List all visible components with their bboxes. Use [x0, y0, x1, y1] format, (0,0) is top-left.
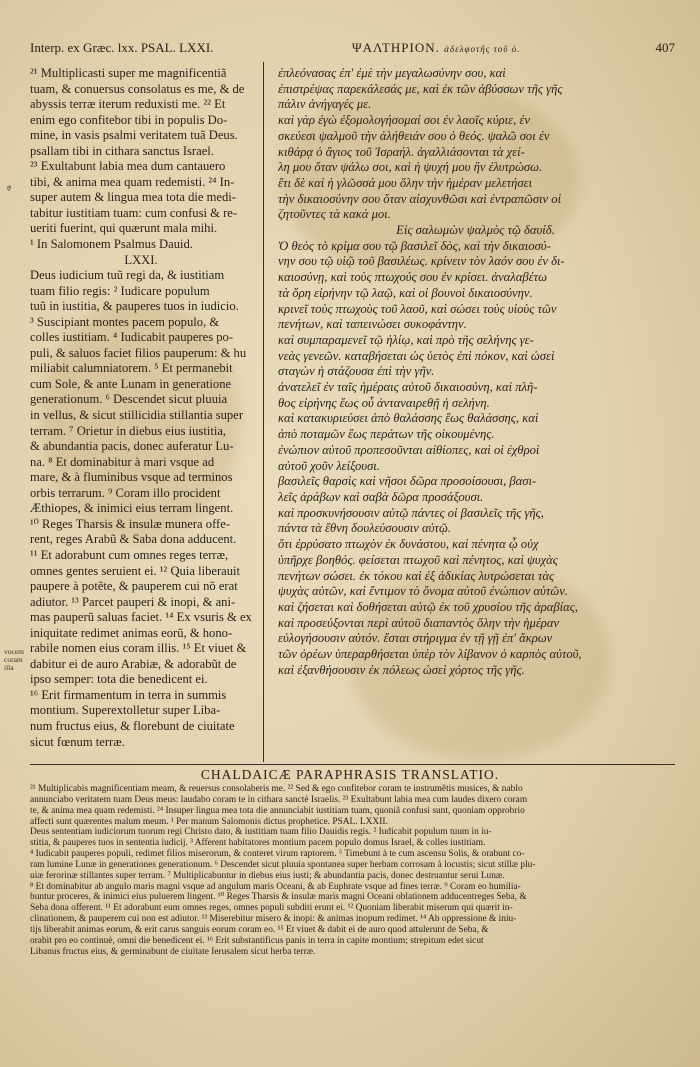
latin-line: na. ⁸ Et dominabitur à mari vsque ad: [30, 454, 215, 469]
latin-line: omnes gentes seruient ei. ¹² Quia liberauit: [30, 563, 241, 578]
latin-line: terram. ⁷ Orietur in diebus eius iustitia,: [30, 423, 227, 438]
latin-line: miliabit calumniatorem. ⁵ Et permanebit: [30, 361, 233, 376]
running-header: [30, 40, 675, 60]
greek-line: ἀνατελεῖ ἐν ταῖς ἡμέραις αὐτοῦ δικαιοσύνη, καὶ πλῆ-: [278, 380, 538, 395]
latin-line: sicut fœnum terræ.: [30, 734, 125, 749]
chaldaic-line: affecti sunt quærentes malum meum. ¹ Per manum Salomonis dictus prophetice. PSAL. LXXII.: [30, 816, 388, 827]
chaldaic-title: CHALDAICÆ PARAPHRASIS TRANSLATIO.: [200, 767, 500, 782]
latin-line: colles iustitiam. ⁴ Iudicabit pauperes po-: [30, 330, 234, 345]
greek-line: ζητοῦντες τὰ κακά μοι.: [278, 207, 391, 222]
latin-line: super autem & lingua mea tota die medi-: [30, 190, 236, 205]
latin-line: tuam filio regis: ² Iudicare populum: [30, 283, 210, 298]
chaldaic-line: clinationem, & pauperem cui non est adiutor. ¹³ Miserebitur misero & inopi: & animas inopum redimet. ¹⁴ Ab oppressione & iniu-: [30, 914, 517, 925]
latin-line: tibi, & anima mea quam redemisti. ²⁴ In-: [30, 174, 235, 189]
chaldaic-line: ⁴ Iudicabit pauperes populi, redimet filios miserorum, & conteret virum raptorem. ⁵ Timebunt à te cum ascensu Solis, & orabunt co-: [30, 849, 525, 860]
greek-line: καὶ προσεύξονται περὶ αὐτοῦ διαπαντὸς ὅλην τὴν ἡμέραν: [278, 615, 560, 630]
header-center-title: ΨΑΛΤΗΡΙΟΝ.: [352, 40, 440, 55]
chaldaic-translation: [30, 784, 673, 958]
latin-line: dabitur ei de auro Arabiæ, & adorabũt de: [30, 656, 237, 671]
chaldaic-line: ²¹ Multiplicabis magnificentiam meam, & reuersus consolaberis me. ²² Sed & ego confitebor coram te instrumẽtis musices, & nablo: [30, 784, 523, 794]
latin-line: ueriti fuerint, qui quærunt mala mihi.: [30, 221, 218, 236]
greek-line: πενήτων, καὶ ταπεινώσει συκοφάντην.: [278, 317, 467, 332]
chaldaic-line: Libanus fructus eius, & germinabunt de ciuitate Ierusalem sicut herba terræ.: [30, 946, 316, 957]
latin-line: Æthiopes, & inimici eius terram lingent.: [30, 501, 234, 516]
greek-line: καὶ κατακυριεύσει ἀπὸ θαλάσσης ἕως θαλάσσης, καὶ: [278, 411, 539, 426]
latin-line: puli, & saluos faciet filios pauperum: & hu: [30, 345, 247, 360]
latin-line: abyssis terræ iterum reduxisti me. ²² Et: [30, 97, 226, 112]
chaldaic-line: tijs liberabit animas eorum, & erit carus sanguis eorum coram eo. ¹⁵ Et viuet & dabit ei de auro quod attulerunt de Seba, &: [30, 924, 489, 935]
greek-line: καιοσύνῃ, καὶ τοὺς πτωχούς σου ἐν κρίσει. ἀναλαβέτω: [278, 270, 547, 285]
column-divider: [263, 62, 264, 762]
margin-note-left-1: ࡐ: [6, 181, 12, 190]
chaldaic-line: annunciabo veritatem tuam Deus meus: laudabo coram te in cithara sanctè Israelis. ²³ Exultabunt labia mea cum laudes dixero coram: [30, 794, 528, 805]
greek-line: θος εἰρήνης ἕως οὗ ἀνταναιρεθῇ ἡ σελήνη.: [278, 395, 490, 410]
greek-line: ὅτι ἐρρύσατο πτωχὸν ἐκ δυνάστου, καὶ πένητα ᾧ οὐχ: [278, 537, 539, 552]
latin-line: ²¹ Multiplicasti super me magnificentiã: [30, 66, 227, 80]
latin-line: mas pauperũ saluas faciet. ¹⁴ Ex vsuris & ex: [30, 610, 252, 625]
latin-line: ³ Suscipiant montes pacem populo, &: [30, 314, 220, 329]
chaldaic-line: Deus sententiam iudiciorum tuorum regi Christo dato, & iustitiam tuam filio Dauidis regis. ² Iudicabit populum tuum in iu-: [30, 827, 492, 838]
greek-line: βασιλεῖς θαρσὶς καὶ νῆσοι δῶρα προσοίσουσι, βασι-: [278, 474, 537, 489]
greek-line: κιθάρᾳ ὁ ἅγιος τοῦ Ἰσραήλ. ἀγαλλιάσονται τὰ χεί-: [278, 144, 525, 159]
latin-line: generationum. ⁶ Descendet sicut pluuia: [30, 392, 228, 407]
latin-line: rabile nomen eius coram illis. ¹⁵ Et viuet &: [30, 641, 247, 656]
latin-line: enim ego confitebor tibi in populis Do-: [30, 112, 228, 127]
greek-line: λη μου ὅταν ψάλω σοι, καὶ ἡ ψυχή μου ἣν ἐλυτρώσω.: [278, 160, 543, 175]
latin-line: ¹ In Salomonem Psalmus Dauid.: [30, 237, 193, 252]
latin-line: ¹¹ Et adorabunt cum omnes reges terræ,: [30, 547, 229, 562]
greek-line: καὶ ἐξανθήσουσιν ἐκ πόλεως ὡσεὶ χόρτος τῆς γῆς.: [278, 662, 525, 677]
greek-line: καὶ προσκυνήσουσιν αὐτῷ πάντες οἱ βασιλεῖς τῆς γῆς,: [278, 505, 544, 520]
latin-line: in vellus, & sicut stillicidia stillantia super: [30, 408, 244, 423]
greek-line: νην σου τῷ υἱῷ τοῦ βασιλέως. κρίνειν τὸν λαόν σου ἐν δι-: [278, 254, 565, 269]
latin-line: montium. Superextolletur super Liba-: [30, 703, 221, 718]
greek-line: εὐλογήσουσιν αὐτόν. ἔσται στήριγμα ἐν τῇ γῇ ἐπ' ἄκρων: [278, 631, 553, 646]
header-left: Interp. ex Græc. lxx. PSAL. LXXI.: [30, 40, 214, 55]
latin-line: iniquitate redimet animas eorũ, & hono-: [30, 625, 233, 640]
chaldaic-line: orabit pro eo continuè, omni die benedicent ei. ¹⁶ Erit substantificus panis in terra in capite montium; strepitum edet sicut: [30, 935, 484, 946]
header-center: [352, 40, 520, 56]
latin-line: cum Sole, & ante Lunam in generatione: [30, 376, 232, 391]
latin-line: mine, in vasis psalmi veritatem tuã Deus.: [30, 128, 238, 143]
latin-line: tabitur iustitiam tuam: cum confusi & re-: [30, 205, 238, 220]
greek-line: ψυχὰς αὐτῶν, καὶ ἔντιμον τὸ ὄνομα αὐτοῦ ἐνώπιον αὐτῶν.: [278, 584, 568, 599]
greek-line: πενήτων σώσει. ἐκ τόκου καὶ ἐξ ἀδικίας λυτρώσεται τὰς: [278, 568, 555, 583]
greek-line: καὶ συμπαραμενεῖ τῷ ἡλίῳ, καὶ πρὸ τῆς σελήνης γε-: [278, 332, 534, 347]
latin-line: orbis terrarum. ⁹ Coram illo procident: [30, 485, 221, 500]
latin-line: rent, reges Arabũ & Saba dona adducent.: [30, 532, 237, 547]
latin-line: mare, & à fluminibus vsque ad terminos: [30, 470, 233, 485]
latin-line: tuam, & conuersus consolatus es me, & de: [30, 81, 245, 96]
chaldaic-line: buntur proceres, & inimici eius puluerem lingent. ¹⁰ Reges Tharsis & insulæ maris magni Oceani oblationem adducentreges Seba, &: [30, 892, 527, 903]
greek-line: Εἰς σαλωμὼν ψαλμὸς τῷ δαυίδ.: [396, 223, 555, 238]
latin-line: ipso semper: tota die benedicent ei.: [30, 672, 208, 687]
page-number: 407: [655, 40, 675, 55]
latin-line: ²³ Exultabunt labia mea dum cantauero: [30, 159, 226, 174]
greek-line: σταγὼν ἡ στάζουσα ἐπὶ τὴν γῆν.: [278, 364, 435, 379]
latin-line: adiutor. ¹³ Parcet pauperi & inopi, & ani-: [30, 594, 236, 609]
chaldaic-line: Seba dona offerent. ¹¹ Et adorabunt eum omnes reges, omnes populi subditi erunt ei. ¹² Quoniam liberabit miserum qui quærit in-: [30, 903, 513, 914]
greek-line: σκεύεσι ψαλμοῦ τὴν ἀλήθειάν σου ὁ θεός. ψαλῶ σοι ἐν: [278, 128, 550, 143]
greek-line: τὴν δικαιοσύνην σου ὅταν αἰσχυνθῶσι καὶ ἐντραπῶσιν οἱ: [278, 191, 562, 206]
chaldaic-line: te, & anima mea quam redemisti. ²⁴ Insuper lingua mea tota die annunciabit iustitiam tuam, quoniã confusi sunt, quoniam opprobrio: [30, 805, 525, 816]
greek-line: πάντα τὰ ἔθνη δουλεύσουσιν αὐτῷ.: [278, 521, 451, 536]
greek-line: Ὁ θεὸς τὸ κρίμα σου τῷ βασιλεῖ δὸς, καὶ τὴν δικαιοσύ-: [278, 238, 551, 253]
greek-line: κρινεῖ τοὺς πτωχοὺς τοῦ λαοῦ, καὶ σώσει τοὺς υἱοὺς τῶν: [278, 301, 557, 316]
margin-note-left-2: vocem coram illa: [4, 647, 24, 672]
chaldaic-line: ram lumine Lunæ in generationes generationum. ⁶ Descendet sicut pluuia spontanea super herbam corrosam à locustis; sicut stillæ plu-: [30, 859, 536, 870]
latin-line: ¹⁶ Erit firmamentum in terra in summis: [30, 687, 227, 702]
latin-line: tuũ in iustitia, & pauperes tuos in iudicio.: [30, 299, 239, 314]
chaldaic-line: stitia, & pauperes tuos in sententia iudicij. ³ Afferent habitatores montium pacem populo domus Israel, & colles iustitiam.: [30, 838, 486, 849]
greek-line: ἐνώπιον αὐτοῦ προπεσοῦνται αἰθίοπες, καὶ οἱ ἐχθροὶ: [278, 442, 540, 457]
latin-line: Deus iudicium tuũ regi da, & iustitiam: [30, 268, 225, 283]
latin-line: paupere à potẽte, & pauperem cui nõ erat: [30, 579, 238, 594]
section-rule: [30, 764, 675, 765]
greek-line: τῶν ὀρέων ὑπεραρθήσεται ὑπὲρ τὸν λίβανον ὁ καρπὸς αὐτοῦ,: [278, 647, 582, 662]
greek-line: ἐπιστρέψας παρεκάλεσάς με, καὶ ἐκ τῶν ἀβύσσων τῆς γῆς: [278, 81, 563, 96]
greek-column: [278, 66, 673, 678]
greek-line: ἀπὸ ποταμῶν ἕως περάτων τῆς οἰκουμένης.: [278, 427, 495, 442]
greek-line: λεῖς ἀράβων καὶ σαβὰ δῶρα προσάξουσι.: [278, 489, 484, 504]
latin-line: num fructus eius, & florebunt de ciuitate: [30, 718, 235, 733]
greek-line: τὰ ὄρη εἰρήνην τῷ λαῷ, καὶ οἱ βουνοὶ δικαιοσύνην.: [278, 285, 533, 300]
greek-line: αὐτοῦ χοῦν λείξουσι.: [278, 458, 380, 473]
greek-line: ἔτι δὲ καὶ ἡ γλῶσσά μου ὅλην τὴν ἡμέραν μελετήσει: [278, 175, 533, 190]
greek-line: νεὰς γενεῶν. καταβήσεται ὡς ὑετὸς ἐπὶ πόκον, καὶ ὡσεὶ: [278, 348, 555, 363]
chaldaic-line: ⁸ Et dominabitur ab angulo maris magni vsque ad angulum maris Oceani, & ab Euphrate vsque ad fines terræ. ⁹ Coram eo humilia-: [30, 881, 521, 892]
greek-line: πάλιν ἀνήγαγές με.: [278, 97, 372, 112]
greek-line: καὶ γὰρ ἐγὼ ἐξομολογήσομαί σοι ἐν λαοῖς κύριε, ἐν: [278, 113, 530, 128]
greek-line: καὶ ζήσεται καὶ δοθήσεται αὐτῷ ἐκ τοῦ χρυσίου τῆς ἀραβίας,: [278, 599, 579, 614]
latin-psalm-number: LXXI.: [124, 252, 158, 267]
latin-line: & abundantia pacis, donec auferatur Lu-: [30, 439, 234, 454]
greek-line: ὑπῆρχε βοηθός. φείσεται πτωχοῦ καὶ πένητος, καὶ ψυχὰς: [278, 552, 558, 567]
latin-column: [30, 66, 252, 750]
chaldaic-line: uiæ ferorinæ stillantes super terram. ⁷ Multiplicabuntur in diebus eius iusti; & abundantia pacis, donec destruantur serui Lunæ.: [30, 870, 505, 881]
header-center-note: ἀδελφοτῆς τοῦ ὁ.: [444, 44, 521, 54]
latin-line: psallam tibi in cithara sanctus Israel.: [30, 143, 214, 158]
greek-line: ἐπλεόνασας ἐπ' ἐμὲ τὴν μεγαλωσύνην σου, καὶ: [278, 66, 506, 80]
latin-line: ¹⁰ Reges Tharsis & insulæ munera offe-: [30, 516, 231, 531]
